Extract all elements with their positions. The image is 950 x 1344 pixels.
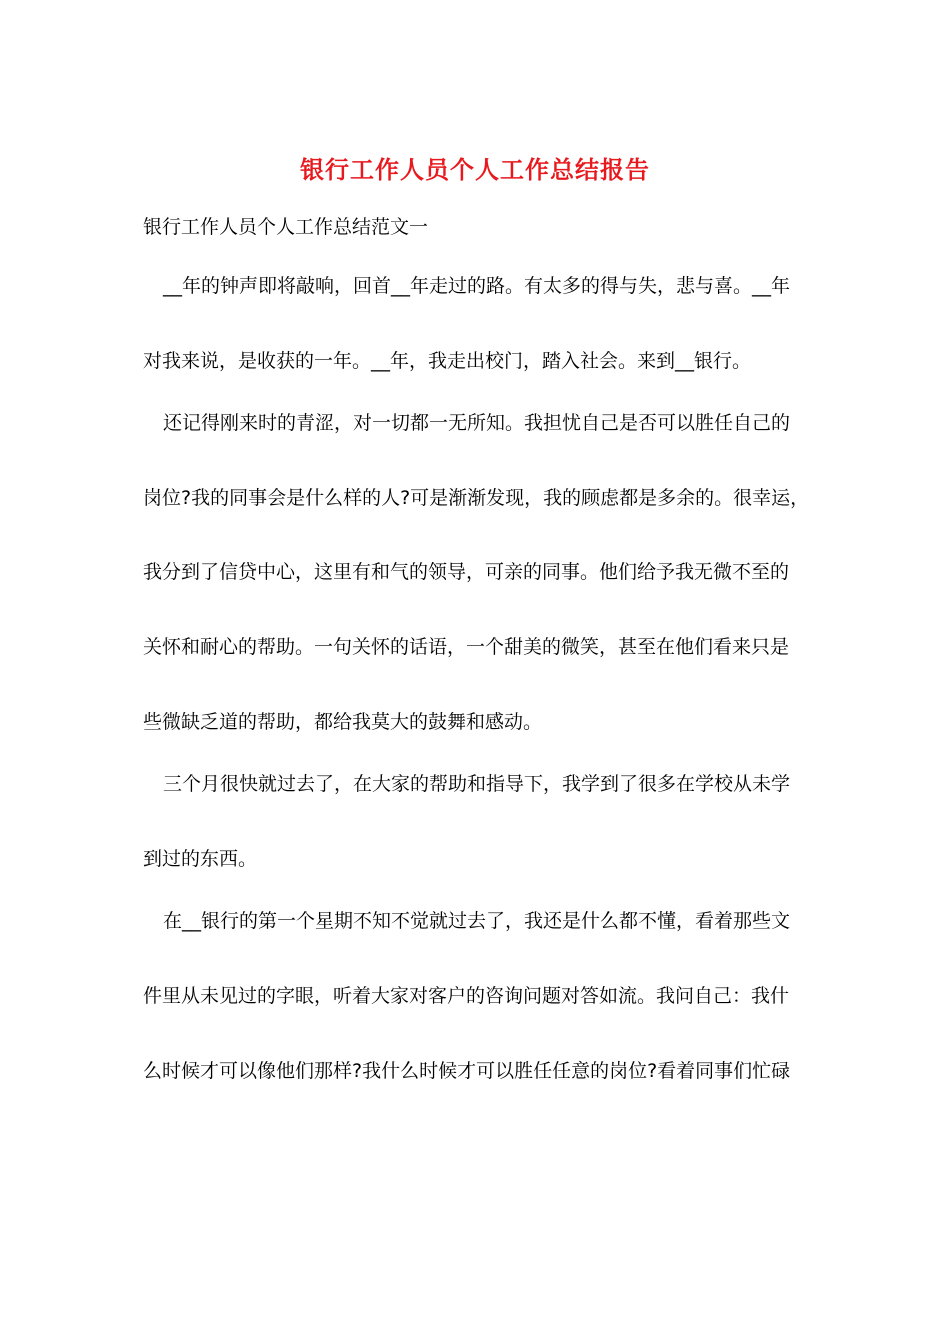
paragraph-line: 三个月很快就过去了，在大家的帮助和指导下，我学到了很多在学校从未学 xyxy=(163,773,791,795)
paragraph-line: 到过的东西。 xyxy=(143,848,258,870)
paragraph-line: 我分到了信贷中心，这里有和气的领导，可亲的同事。他们给予我无微不至的 xyxy=(143,561,790,583)
paragraph-line: 在__银行的第一个星期不知不觉就过去了，我还是什么都不懂，看着那些文 xyxy=(163,910,791,932)
paragraph-line: 对我来说，是收获的一年。__年，我走出校门，踏入社会。来到__银行。 xyxy=(143,350,752,372)
paragraph-line: 么时候才可以像他们那样?我什么时候才可以胜任任意的岗位?看着同事们忙碌 xyxy=(143,1060,791,1082)
document-title: 银行工作人员个人工作总结报告 xyxy=(300,155,650,184)
paragraph-line: 件里从未见过的字眼，听着大家对客户的咨询问题对答如流。我问自己：我什 xyxy=(143,985,790,1007)
paragraph-line: 些微缺乏道的帮助，都给我莫大的鼓舞和感动。 xyxy=(143,711,543,733)
paragraph-line: __年的钟声即将敲响，回首__年走过的路。有太多的得与失，悲与喜。__年 xyxy=(163,275,791,297)
paragraph-line: 还记得刚来时的青涩，对一切都一无所知。我担忧自己是否可以胜任自己的 xyxy=(163,412,791,434)
paragraph-line: 岗位?我的同事会是什么样的人?可是渐渐发现，我的顾虑都是多余的。很幸运， xyxy=(143,487,810,509)
paragraph-line: 关怀和耐心的帮助。一句关怀的话语，一个甜美的微笑，甚至在他们看来只是 xyxy=(143,636,790,658)
document-subtitle: 银行工作人员个人工作总结范文一 xyxy=(143,216,429,238)
